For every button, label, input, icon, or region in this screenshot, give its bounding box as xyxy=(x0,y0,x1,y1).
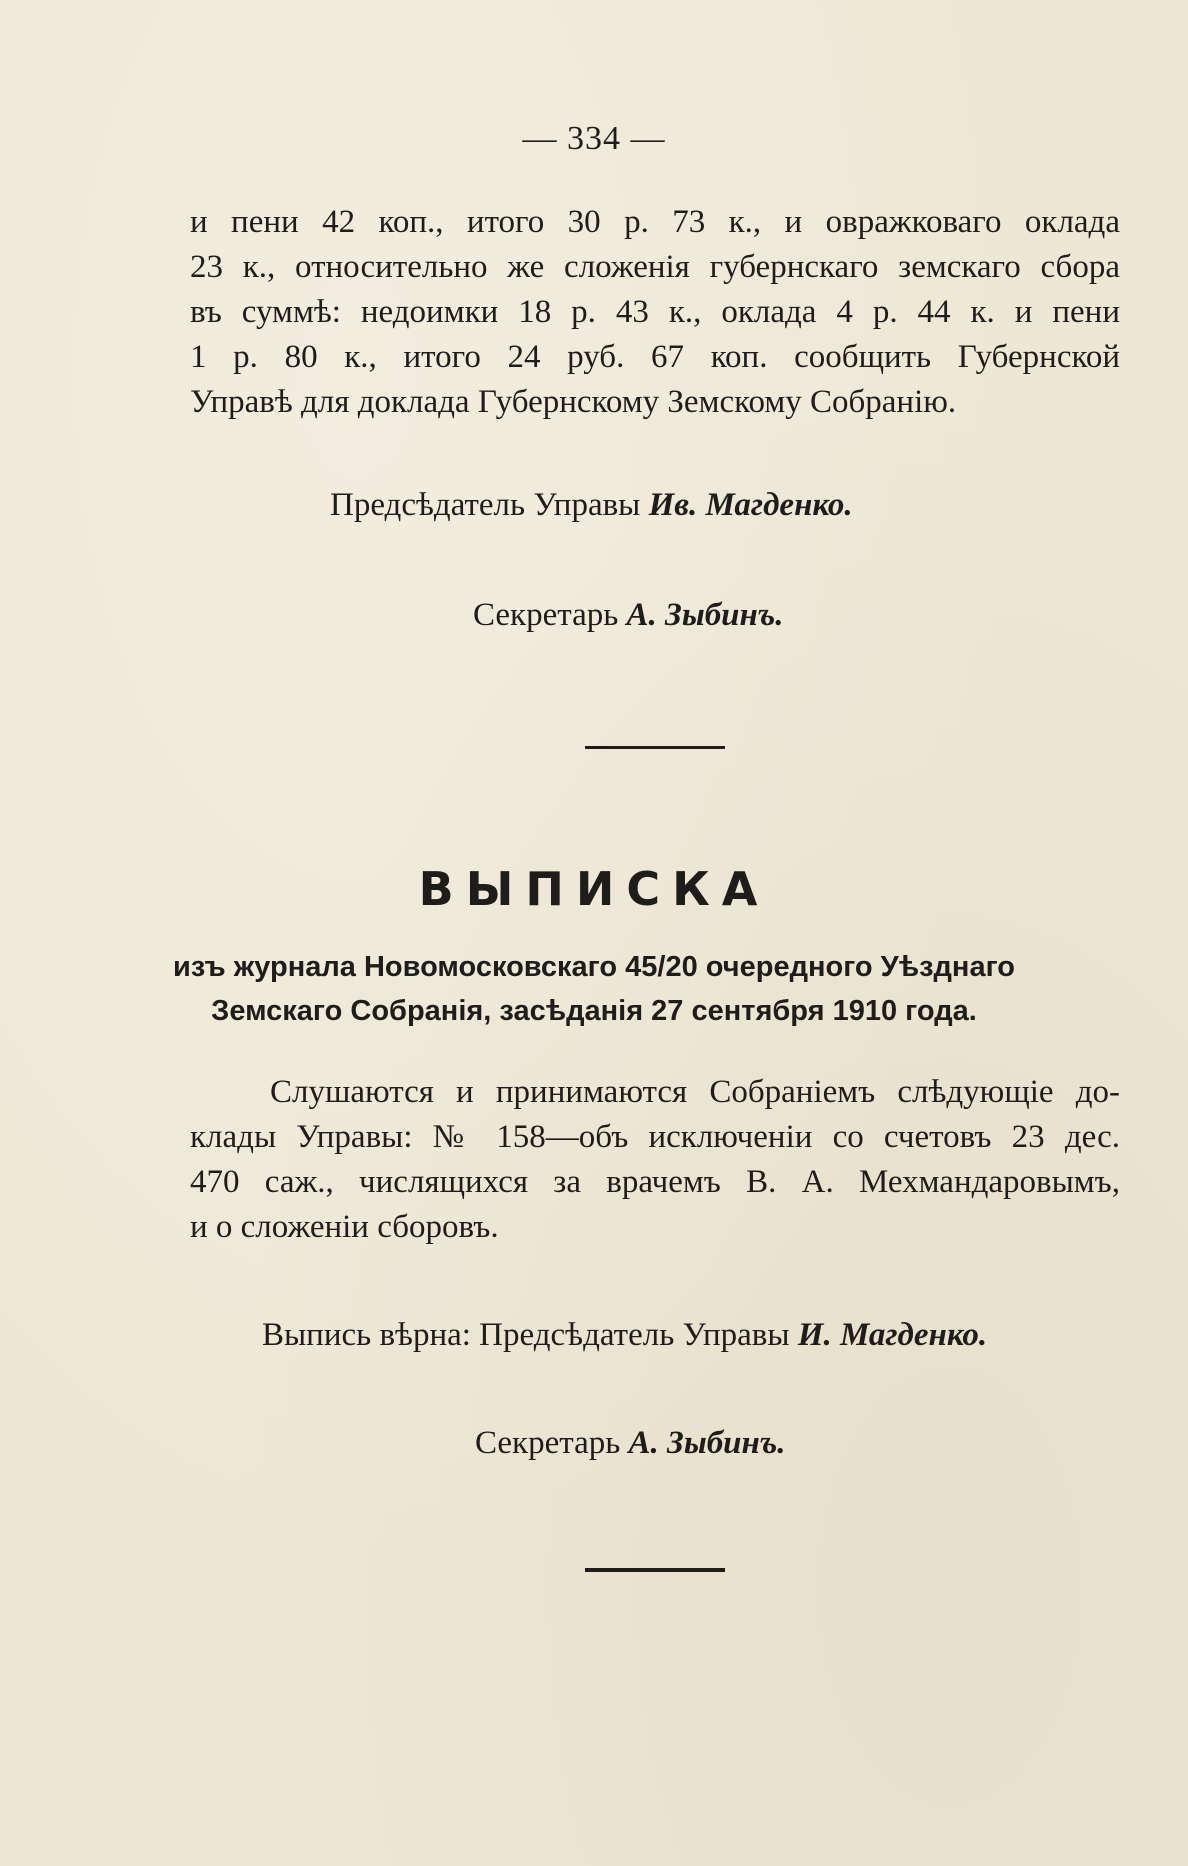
bottom-secretary-signature xyxy=(475,1425,786,1462)
paragraph-line: 1 р. 80 к., итого 24 руб. 67 коп. сообщить Губернской xyxy=(190,339,1120,375)
paragraph-line: въ суммѣ: недоимки 18 р. 43 к., оклада 4 р. 44 к. и пени xyxy=(190,294,1120,330)
paragraph-line: Управѣ для доклада Губернскому Земскому Собранію. xyxy=(190,384,957,420)
paragraph-line: 23 к., относительно же сложенія губернскаго земскаго сбора xyxy=(190,249,1120,285)
body-line: Слушаются и принимаются Собраніемъ слѣдующіе до- xyxy=(270,1074,1120,1110)
certified-chairman-name: И. Магденко. xyxy=(797,1317,988,1353)
extract-heading: ВЫПИСКА xyxy=(418,862,770,916)
body-line: клады Управы: № 158—объ исключеніи со счетовъ 23 дес. xyxy=(190,1119,1120,1155)
bottom-secretary-title: Секретарь xyxy=(475,1425,621,1461)
divider-rule xyxy=(585,746,725,749)
chairman-signature xyxy=(330,487,853,524)
secretary-signature xyxy=(473,597,784,634)
paragraph-line: и пени 42 коп., итого 30 р. 73 к., и овражковаго оклада xyxy=(190,204,1120,240)
certified-prefix: Выпись вѣрна: Предсѣдатель Управы xyxy=(262,1317,790,1353)
body-line: 470 саж., числящихся за врачемъ В. А. Мехмандаровымъ, xyxy=(190,1164,1120,1200)
end-divider-rule xyxy=(585,1568,725,1572)
chairman-name: Ив. Магденко. xyxy=(648,487,853,523)
extract-body xyxy=(190,1070,1120,1250)
body-line: и о сложеніи сборовъ. xyxy=(190,1209,499,1245)
chairman-title: Предсѣдатель Управы xyxy=(330,487,641,523)
extract-subheading-line: Земскаго Собранія, засѣданія 27 сентября 1910 года. xyxy=(211,995,977,1027)
bottom-secretary-name: А. Зыбинъ. xyxy=(628,1425,786,1461)
extract-subheading-line: изъ журнала Новомосковскаго 45/20 очередного Уѣзднаго xyxy=(173,951,1015,983)
secretary-name: А. Зыбинъ. xyxy=(626,597,784,633)
certified-signature xyxy=(262,1317,987,1354)
page-number: — 334 — xyxy=(522,120,666,157)
secretary-title: Секретарь xyxy=(473,597,619,633)
top-paragraph xyxy=(190,200,1120,425)
